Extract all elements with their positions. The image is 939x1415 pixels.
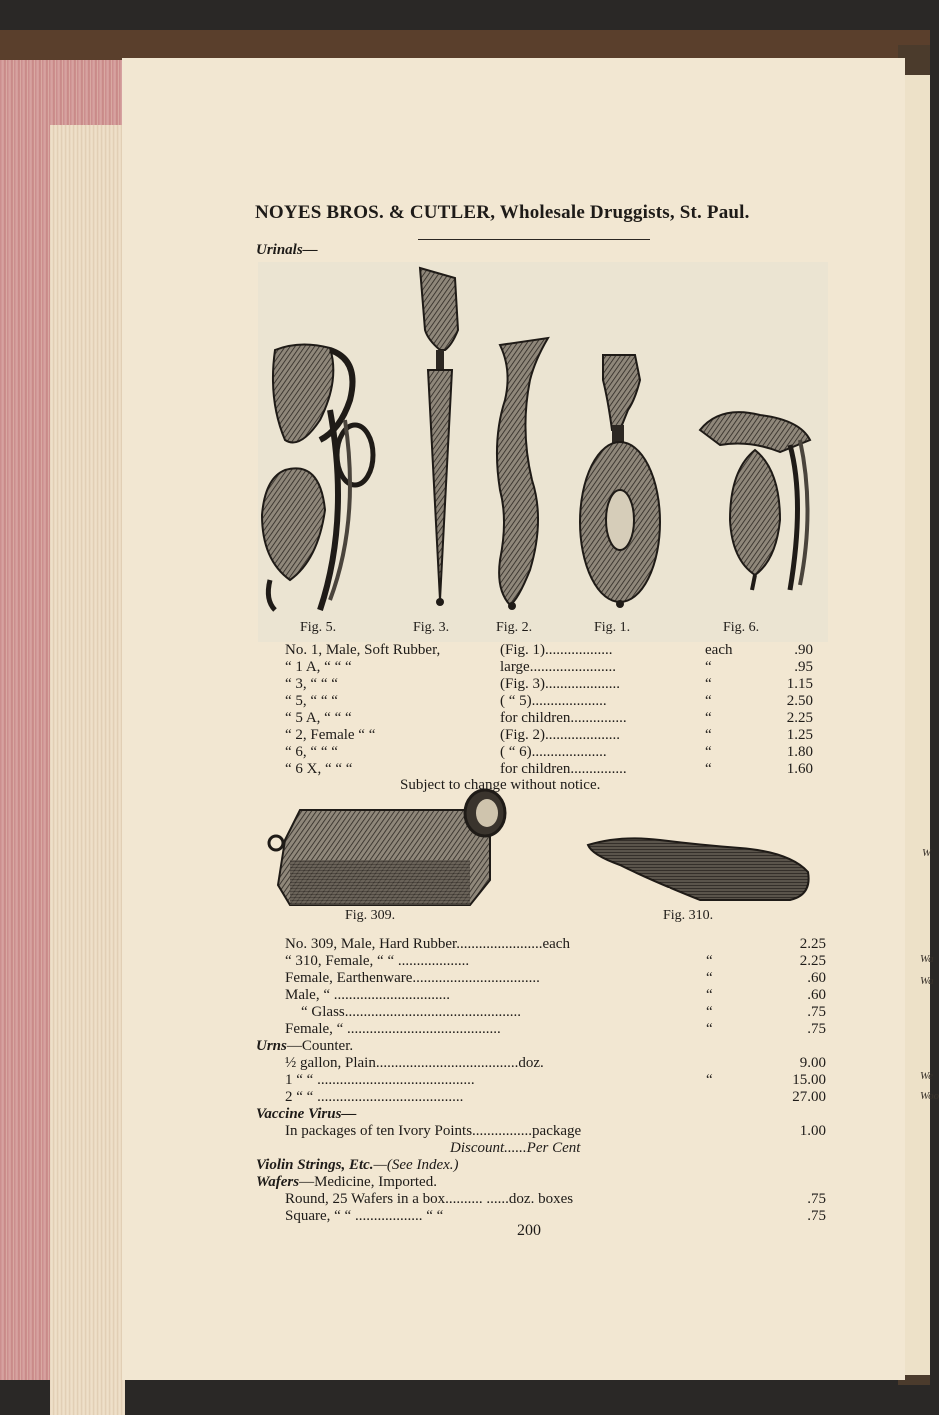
price-row: No. 309, Male, Hard Rubber.......................each 2.25: [285, 936, 826, 952]
fig309-caption: Fig. 309.: [345, 908, 396, 923]
next-page-fragment: Wa: [920, 953, 934, 965]
price-row: “ 6 X, “ “ “ for children............... “ 1.60: [285, 761, 813, 777]
next-page-fragment: Wa: [920, 975, 934, 987]
section-heading-urns: Urns—Counter.: [256, 1038, 354, 1054]
price-row: No. 1, Male, Soft Rubber, (Fig. 1).................. each .90: [285, 642, 813, 658]
page-number: 200: [517, 1222, 541, 1239]
next-page-fragment: W: [922, 847, 932, 859]
discount-row: Discount......Per Cent: [450, 1140, 581, 1156]
notice-text: Subject to change without notice.: [400, 777, 601, 793]
price-row: “ 2, Female “ “ (Fig. 2).................... “ 1.25: [285, 727, 813, 743]
price-row: Square, “ “ .................. “ “ .75: [285, 1208, 826, 1224]
price-row: “ 1 A, “ “ “ large....................... “ .95: [285, 659, 813, 675]
price-row: ½ gallon, Plain......................................doz. 9.00: [285, 1055, 826, 1071]
fig3-illustration: [420, 268, 458, 606]
price-row: “ 5 A, “ “ “ for children............... “ 2.25: [285, 710, 813, 726]
price-row: Female, Earthenware.................................. “ .60: [285, 970, 826, 986]
price-row: In packages of ten Ivory Points................package 1.00: [285, 1123, 826, 1139]
next-page-fragment: Woo: [920, 1090, 939, 1102]
fig2-illustration: [497, 338, 548, 610]
price-row: “ 5, “ “ “ ( “ 5).................... “ 2.50: [285, 693, 813, 709]
fig3-caption: Fig. 3.: [413, 620, 450, 635]
fig310-caption: Fig. 310.: [663, 908, 714, 923]
fig6-caption: Fig. 6.: [723, 620, 760, 635]
price-row: “ 3, “ “ “ (Fig. 3).................... “ 1.15: [285, 676, 813, 692]
price-row: Round, 25 Wafers in a box.......... ......doz. boxes .75: [285, 1191, 826, 1207]
maker-label: DAVIDSON RUBBER CO.: [590, 888, 673, 895]
fig309-illustration: [269, 790, 505, 905]
fig1-caption: Fig. 1.: [594, 620, 631, 635]
section-heading-violin: Violin Strings, Etc.—(See Index.): [256, 1157, 459, 1173]
price-row: 2 “ “ ....................................... 27.00: [285, 1089, 826, 1105]
next-page-fragment: We: [920, 1070, 934, 1082]
fig5-illustration: [262, 344, 373, 610]
fig1-illustration: [580, 355, 660, 608]
price-row: Male, “ ............................... “ .60: [285, 987, 826, 1003]
page-header: NOYES BROS. & CUTLER, Wholesale Druggists, St. Paul.: [255, 202, 750, 223]
fig5-caption: Fig. 5.: [300, 620, 337, 635]
price-row: “ 310, Female, “ “ ................... “ 2.25: [285, 953, 826, 969]
fig2-caption: Fig. 2.: [496, 620, 533, 635]
price-row: “ Glass............................................... “ .75: [301, 1004, 826, 1020]
section-label-urinals: Urinals—: [256, 242, 318, 258]
price-row: 1 “ “ .......................................... “ 15.00: [285, 1072, 826, 1088]
section-heading-wafers: Wafers—Medicine, Imported.: [256, 1174, 437, 1190]
fig6-illustration: [700, 412, 810, 590]
price-row: “ 6, “ “ “ ( “ 6).................... “ 1.80: [285, 744, 813, 760]
section-heading-vaccine: Vaccine Virus—: [256, 1106, 357, 1122]
price-row: Female, “ ......................................... “ .75: [285, 1021, 826, 1037]
